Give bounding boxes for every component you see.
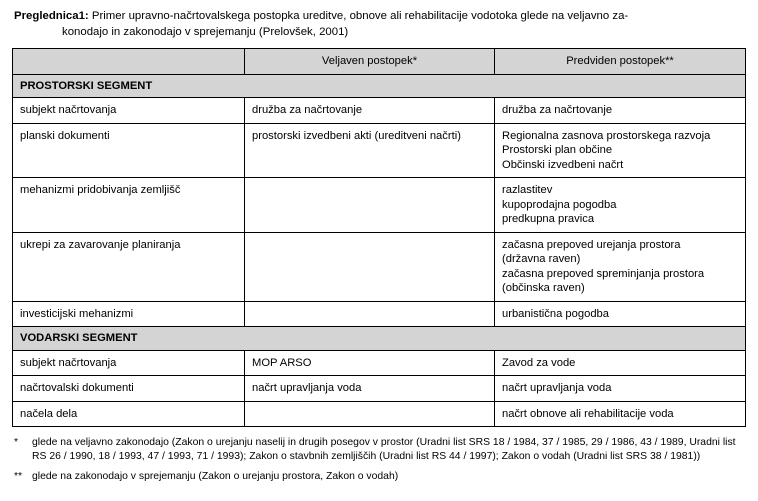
- footnotes: [12, 436, 746, 484]
- table-row: [13, 232, 746, 301]
- row-current: načrt upravljanja voda: [245, 376, 495, 402]
- cell-line: kupoprodajna pogodba: [502, 198, 617, 211]
- row-current: [245, 401, 495, 427]
- row-planned: [495, 178, 746, 233]
- table-section-row: [13, 327, 746, 351]
- caption-number: 1:: [78, 10, 89, 22]
- row-current: [245, 301, 495, 327]
- row-label: načrtovalski dokumenti: [13, 376, 245, 402]
- cell-line: (občinska raven): [502, 282, 585, 294]
- row-label: načela dela: [13, 401, 245, 427]
- table-section-row: [13, 74, 746, 98]
- row-current: družba za načrtovanje: [245, 98, 495, 124]
- cell-line: Regionalna zasnova prostorskega razvoja: [502, 129, 711, 142]
- cell-line: začasna prepoved spreminjanja prostora: [502, 267, 705, 280]
- table-row: [13, 178, 746, 233]
- table-row: [13, 401, 746, 427]
- footnote-marker: *: [14, 437, 19, 448]
- cell-line: začasna prepoved urejanja prostora: [502, 238, 681, 251]
- table-body: [13, 74, 746, 427]
- header-cell-current: Veljaven postopek*: [245, 49, 495, 75]
- row-current: MOP ARSO: [245, 350, 495, 376]
- row-current: [245, 232, 495, 301]
- row-current: prostorski izvedbeni akti (ureditveni načrti): [245, 123, 495, 178]
- table-header: [13, 49, 746, 75]
- caption-line-1: Primer upravno-načrtovalskega postopka ureditve, obnove ali rehabilitacije vodotoka glede na veljavno za-: [91, 10, 629, 22]
- row-label: ukrepi za zavarovanje planiranja: [13, 232, 245, 301]
- row-label: planski dokumenti: [13, 123, 245, 178]
- row-planned: družba za načrtovanje: [495, 98, 746, 124]
- table-row: [13, 376, 746, 402]
- footnote-text: glede na veljavno zakonodajo (Zakon o urejanju naselij in drugih posegov v prostor (Uradni list SRS 18 / 1984, 37 / 1985, 29 / 1986, 43 / 1989, Uradni list RS 26 / 1990, 18 / 1993, 47 / 1993, 71 / 1993); Zakon o stavbnih zemljiščih (Uradni list RS 44 / 1997); Zakon o vodah (Uradni list SRS 38 / 1981)): [32, 437, 736, 462]
- footnote-1: [14, 436, 746, 463]
- footnote-2: [14, 470, 746, 484]
- cell-line: predkupna pravica: [502, 213, 595, 225]
- row-planned: [495, 232, 746, 301]
- cell-line: Občinski izvedbeni načrt: [502, 158, 624, 171]
- procedure-table: [12, 48, 746, 427]
- row-label: subjekt načrtovanja: [13, 98, 245, 124]
- row-planned: načrt obnove ali rehabilitacije voda: [495, 401, 746, 427]
- row-current: [245, 178, 495, 233]
- table-caption: [12, 9, 746, 40]
- row-label: investicijski mehanizmi: [13, 301, 245, 327]
- row-planned: urbanistična pogodba: [495, 301, 746, 327]
- table-row: [13, 98, 746, 124]
- header-cell-planned: Predviden postopek**: [495, 49, 746, 75]
- table-row: [13, 350, 746, 376]
- table-row: [13, 301, 746, 327]
- caption-label: Preglednica: [14, 10, 79, 22]
- row-planned: [495, 123, 746, 178]
- header-cell-blank: [13, 49, 245, 75]
- section-title-water: VODARSKI SEGMENT: [13, 327, 746, 351]
- footnote-text: glede na zakonodajo v sprejemanju (Zakon o urejanju prostora, Zakon o vodah): [32, 471, 399, 483]
- section-title-spatial: PROSTORSKI SEGMENT: [13, 74, 746, 98]
- row-label: mehanizmi pridobivanja zemljišč: [13, 178, 245, 233]
- cell-line: Prostorski plan občine: [502, 144, 613, 156]
- table-row: [13, 123, 746, 178]
- row-label: subjekt načrtovanja: [13, 350, 245, 376]
- cell-line: razlastitev: [502, 184, 553, 196]
- row-planned: Zavod za vode: [495, 350, 746, 376]
- caption-line-2: konodajo in zakonodajo v sprejemanju (Prelovšek, 2001): [62, 25, 349, 38]
- footnote-marker: **: [14, 471, 23, 483]
- cell-line: (državna raven): [502, 253, 581, 265]
- table-header-row: [13, 49, 746, 75]
- row-planned: načrt upravljanja voda: [495, 376, 746, 402]
